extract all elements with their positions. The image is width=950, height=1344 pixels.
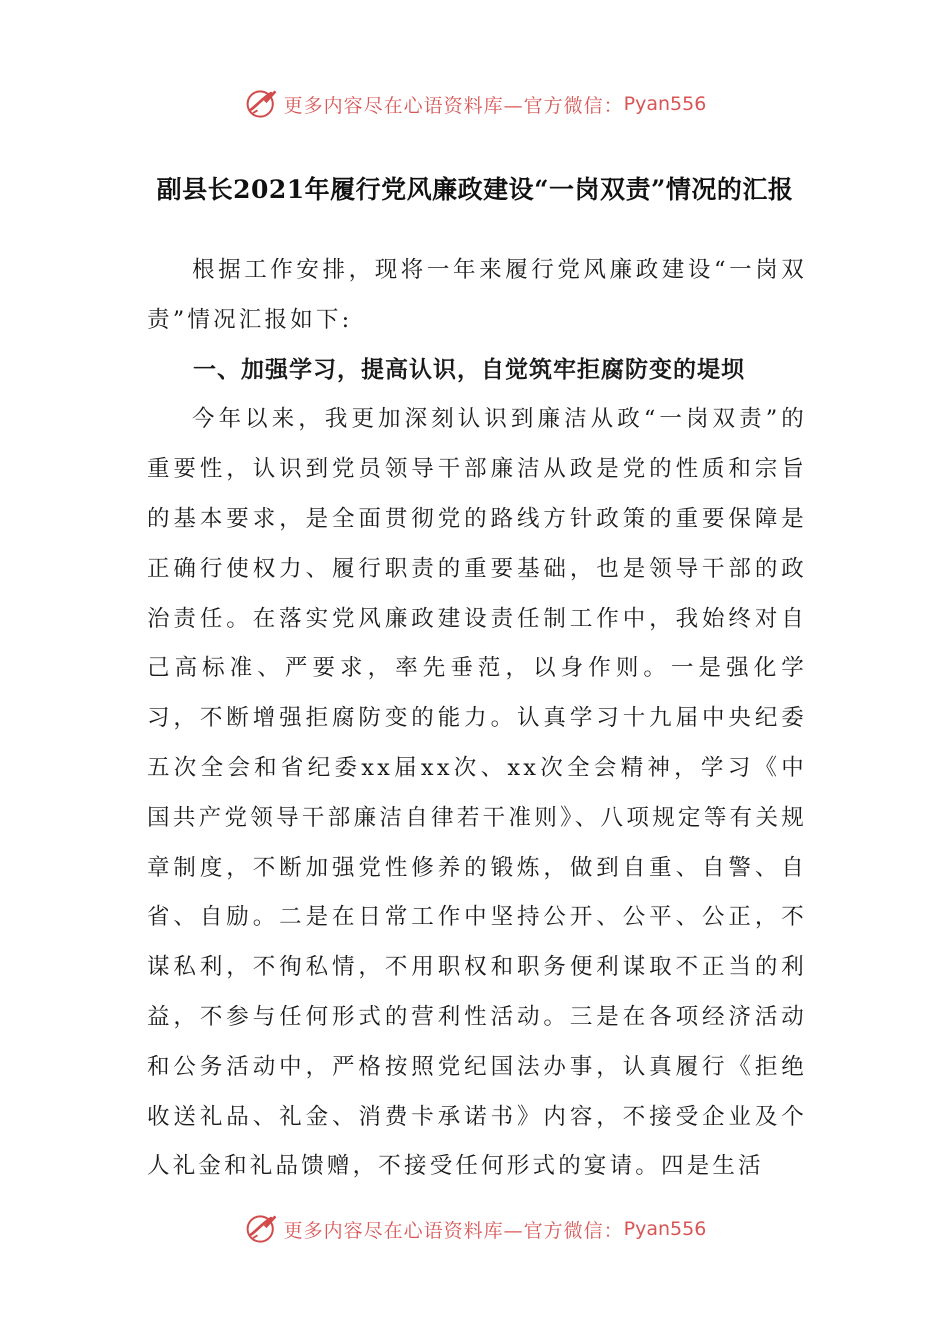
banner-text: 更多内容尽在心语资料库—官方微信：	[283, 94, 624, 117]
document-title: 副县长2021年履行党风廉政建设“一岗双责”情况的汇报	[156, 175, 794, 204]
pen-logo-icon	[244, 1211, 280, 1247]
intro-paragraph: 根据工作安排，现将一年来履行党风廉政建设“一岗双责”情况汇报如下:	[147, 257, 807, 333]
footer-banner	[0, 1209, 950, 1249]
banner-wechat-id: Pyan556	[623, 93, 707, 115]
section-paragraph: 今年以来，我更加深刻认识到廉洁从政“一岗双责”的重要性，认识到党员领导干部廉洁从政是党的性质和宗旨的基本要求，是全面贯彻党的路线方针政策的重要保障是正确行使权力、履行职责的重要基础，也是领导干部的政治责任。在落实党风廉政建设责任制工作中，我始终对自己高标准、严要求，率先垂范，以身作则。一是强化学习，不断增强拒腐防变的能力。认真学习十九届中央纪委五次全会和省纪委xx届xx次、xx次全会精神，学习《中国共产党领导干部廉洁自律若干准则》、八项规定等有关规章制度，不断加强党性修养的锻炼，做到自重、自警、自省、自励。二是在日常工作中坚持公开、公平、公正，不谋私利，不徇私情，不用职权和职务便利谋取不正当的利益，不参与任何形式的营利性活动。三是在各项经济活动和公务活动中，严格按照党纪国法办事，认真履行《拒绝收送礼品、礼金、消费卡承诺书》内容，不接受企业及个人礼金和礼品馈赠，不接受任何形式的宴请。四是生活	[147, 406, 807, 1180]
document-body	[147, 246, 807, 1192]
banner-text: 更多内容尽在心语资料库—官方微信：	[283, 1219, 624, 1242]
section-heading: 一、加强学习，提高认识，自觉筑牢拒腐防变的堤坝	[193, 356, 745, 383]
pen-logo-icon	[244, 86, 280, 122]
banner-wechat-id: Pyan556	[623, 1218, 707, 1240]
header-banner	[0, 84, 950, 124]
